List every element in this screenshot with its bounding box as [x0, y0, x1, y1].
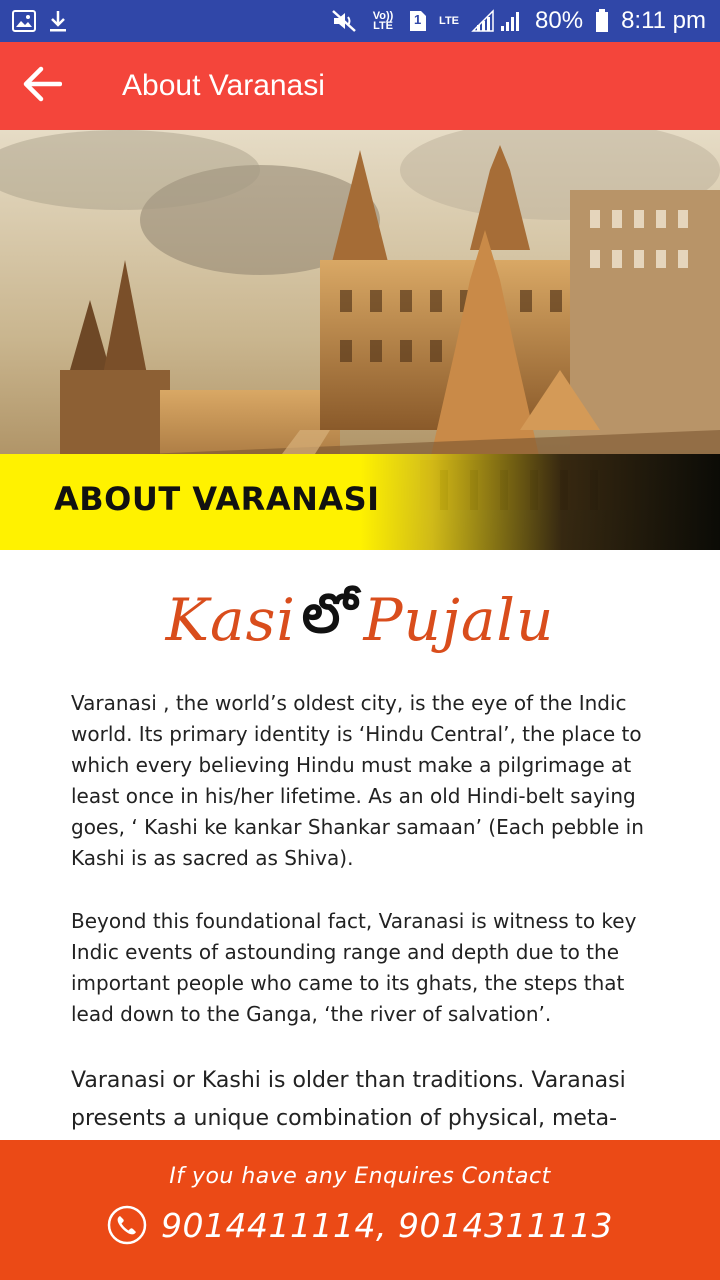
- phone-row[interactable]: [107, 1205, 613, 1245]
- article-body: [71, 688, 661, 1170]
- kasi-pujalu-logo: [0, 572, 720, 668]
- clock: 8:11 pm: [621, 7, 706, 34]
- phone-numbers[interactable]: 9014411114, 9014311113: [161, 1205, 613, 1245]
- arrow-left-icon: [22, 66, 62, 106]
- app-title: About Varanasi: [122, 69, 325, 102]
- signal-icon: [471, 9, 523, 33]
- logo-telugu-glyph: లో: [301, 581, 358, 645]
- app-bar: [0, 42, 720, 130]
- back-button[interactable]: [0, 42, 86, 130]
- mute-icon: [331, 9, 357, 33]
- gallery-icon: [12, 9, 36, 33]
- article-paragraph: Varanasi or Kashi is older than traditions. Varanasi presents a unique combination of physical, meta-: [71, 1068, 626, 1131]
- article-paragraph: Varanasi , the world’s oldest city, is the eye of the Indic world. Its primary identity is ‘Hindu Central’, the place to which every believing Hindu must make a pilgrimage at least once in his/her lifetime. As an old Hindi-belt saying goes, ‘ Kashi ke kankar Shankar samaan’ (Each pebble in Kashi is as sacred as Shiva).: [71, 691, 644, 870]
- logo-text-left: Kasi: [165, 586, 296, 654]
- hero-image: [0, 130, 720, 550]
- battery-icon: [595, 9, 609, 33]
- article-paragraph: Beyond this foundational fact, Varanasi is witness to key Indic events of astounding range and depth due to the important people who came to its ghats, the steps that lead down to the Ganga, ‘the river of salvation’.: [71, 909, 637, 1026]
- sim-icon: [409, 9, 427, 33]
- logo-text-right: Pujalu: [363, 586, 555, 654]
- lte-badge: LTE: [439, 15, 460, 27]
- sim-number: 1: [414, 12, 422, 27]
- contact-footer: [0, 1140, 720, 1280]
- footer-caption: If you have any Enquires Contact: [169, 1164, 551, 1189]
- volte-badge: Vo)) LTE: [372, 10, 394, 32]
- battery-percent: 80%: [535, 7, 584, 34]
- hero-heading: ABOUT VARANASI: [54, 480, 380, 518]
- phone-icon: [107, 1205, 147, 1245]
- download-icon: [48, 9, 68, 33]
- status-bar: [0, 0, 720, 42]
